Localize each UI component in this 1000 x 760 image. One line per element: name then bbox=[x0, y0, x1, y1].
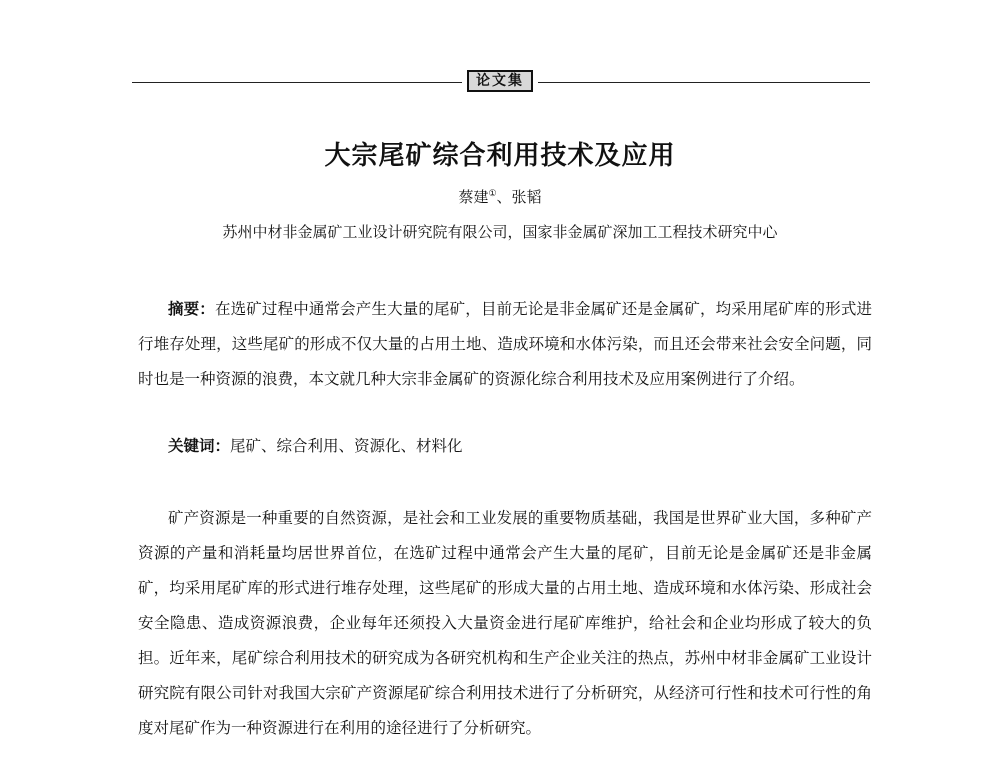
author-note-marker: ① bbox=[488, 189, 497, 199]
abstract-label: 摘要： bbox=[168, 300, 215, 318]
header-rule-right bbox=[538, 82, 870, 83]
section-header-label: 论文集 bbox=[467, 70, 533, 92]
paper-title: 大宗尾矿综合利用技术及应用 bbox=[324, 141, 676, 171]
authors bbox=[0, 186, 1000, 207]
author-name-1: 蔡建 bbox=[458, 188, 489, 206]
keywords-line bbox=[168, 429, 463, 464]
abstract-paragraph bbox=[138, 292, 872, 397]
affiliation: 苏州中材非金属矿工业设计研究院有限公司，国家非金属矿深加工工程技术研究中心 bbox=[222, 223, 778, 241]
keywords-label: 关键词： bbox=[168, 437, 231, 455]
body-paragraph: 矿产资源是一种重要的自然资源，是社会和工业发展的重要物质基础，我国是世界矿业大国，多种矿产资源的产量和消耗量均居世界首位，在选矿过程中通常会产生大量的尾矿，目前无论是金属矿还是非金属矿，均采用尾矿库的形式进行堆存处理，这些尾矿的形成大量的占用土地、造成环境和水体污染、形成社会安全隐患、造成资源浪费，企业每年还须投入大量资金进行尾矿库维护，给社会和企业均形成了较大的负担。近年来，尾矿综合利用技术的研究成为各研究机构和生产企业关注的热点，苏州中材非金属矿工业设计研究院有限公司针对我国大宗矿产资源尾矿综合利用技术进行了分析研究，从经济可行性和技术可行性的角度对尾矿作为一种资源进行在利用的途径进行了分析研究。 bbox=[138, 509, 872, 737]
author-name-2: 、张韬 bbox=[496, 188, 542, 206]
keywords-text: 尾矿、综合利用、资源化、材料化 bbox=[230, 437, 463, 455]
header-rule-left bbox=[132, 82, 462, 83]
abstract-text: 在选矿过程中通常会产生大量的尾矿，目前无论是非金属矿还是金属矿，均采用尾矿库的形式进行堆存处理，这些尾矿的形成不仅大量的占用土地、造成环境和水体污染，而且还会带来社会安全问题，同时也是一种资源的浪费，本文就几种大宗非金属矿的资源化综合利用技术及应用案例进行了介绍。 bbox=[138, 300, 872, 388]
